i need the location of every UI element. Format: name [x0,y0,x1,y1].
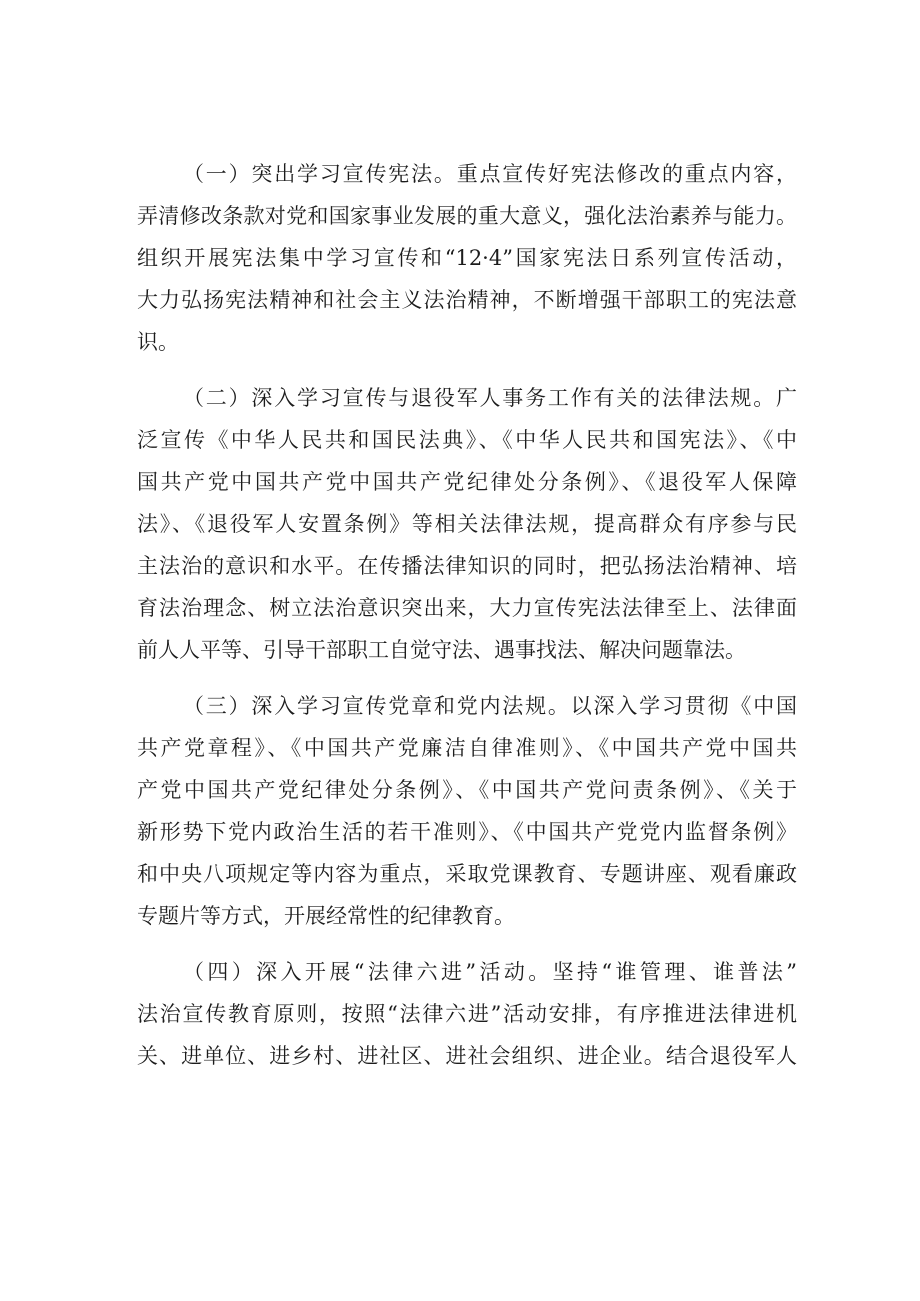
paragraph-line: （一）突出学习宣传宪法。重点宣传好宪法修改的重点内容， [183,162,797,186]
paragraph-line: （四）深入开展“法律六进”活动。坚持“谁管理、谁普法” [183,960,797,984]
paragraph-line: 国共产党中国共产党中国共产党纪律处分条例》、《退役军人保障 [137,470,797,494]
paragraph-line: 产党中国共产党纪律处分条例》、《中国共产党问责条例》、《关于 [137,778,797,802]
paragraph-line: 大力弘扬宪法精神和社会主义法治精神，不断增强干部职工的宪法意 [137,288,797,312]
paragraph-3 [137,685,797,937]
paragraph-line: 弄清修改条款对党和国家事业发展的重大意义，强化法治素养与能力。 [137,204,797,228]
paragraph-line: 识。 [137,330,179,354]
paragraph-2 [137,377,797,671]
paragraph-line: 法》、《退役军人安置条例》等相关法律法规，提高群众有序参与民 [137,512,797,536]
paragraph-line: 主法治的意识和水平。在传播法律知识的同时，把弘扬法治精神、培 [137,554,797,578]
paragraph-line: 法治宣传教育原则，按照“法律六进”活动安排，有序推进法律进机 [137,1002,797,1026]
paragraph-line: 关、进单位、进乡村、进社区、进社会组织、进企业。结合退役军人 [137,1044,797,1068]
paragraph-line: 新形势下党内政治生活的若干准则》、《中国共产党党内监督条例》 [137,820,797,844]
paragraph-line: （三）深入学习宣传党章和党内法规。以深入学习贯彻《中国 [183,694,797,718]
paragraph-line: （二）深入学习宣传与退役军人事务工作有关的法律法规。广 [183,386,797,410]
paragraph-line: 组织开展宪法集中学习宣传和“12·4”国家宪法日系列宣传活动， [137,246,797,270]
paragraph-line: 前人人平等、引导干部职工自觉守法、遇事找法、解决问题靠法。 [137,638,746,662]
paragraph-line: 泛宣传《中华人民共和国民法典》、《中华人民共和国宪法》、《中 [137,428,797,452]
paragraph-line: 共产党章程》、《中国共产党廉洁自律准则》、《中国共产党中国共 [137,736,797,760]
paragraph-4 [137,951,797,1077]
paragraph-line: 育法治理念、树立法治意识突出来，大力宣传宪法法律至上、法律面 [137,596,797,620]
paragraph-1 [137,153,797,363]
paragraph-line: 和中央八项规定等内容为重点，采取党课教育、专题讲座、观看廉政 [137,862,797,886]
document-body [137,153,797,1077]
paragraph-line: 专题片等方式，开展经常性的纪律教育。 [137,904,515,928]
